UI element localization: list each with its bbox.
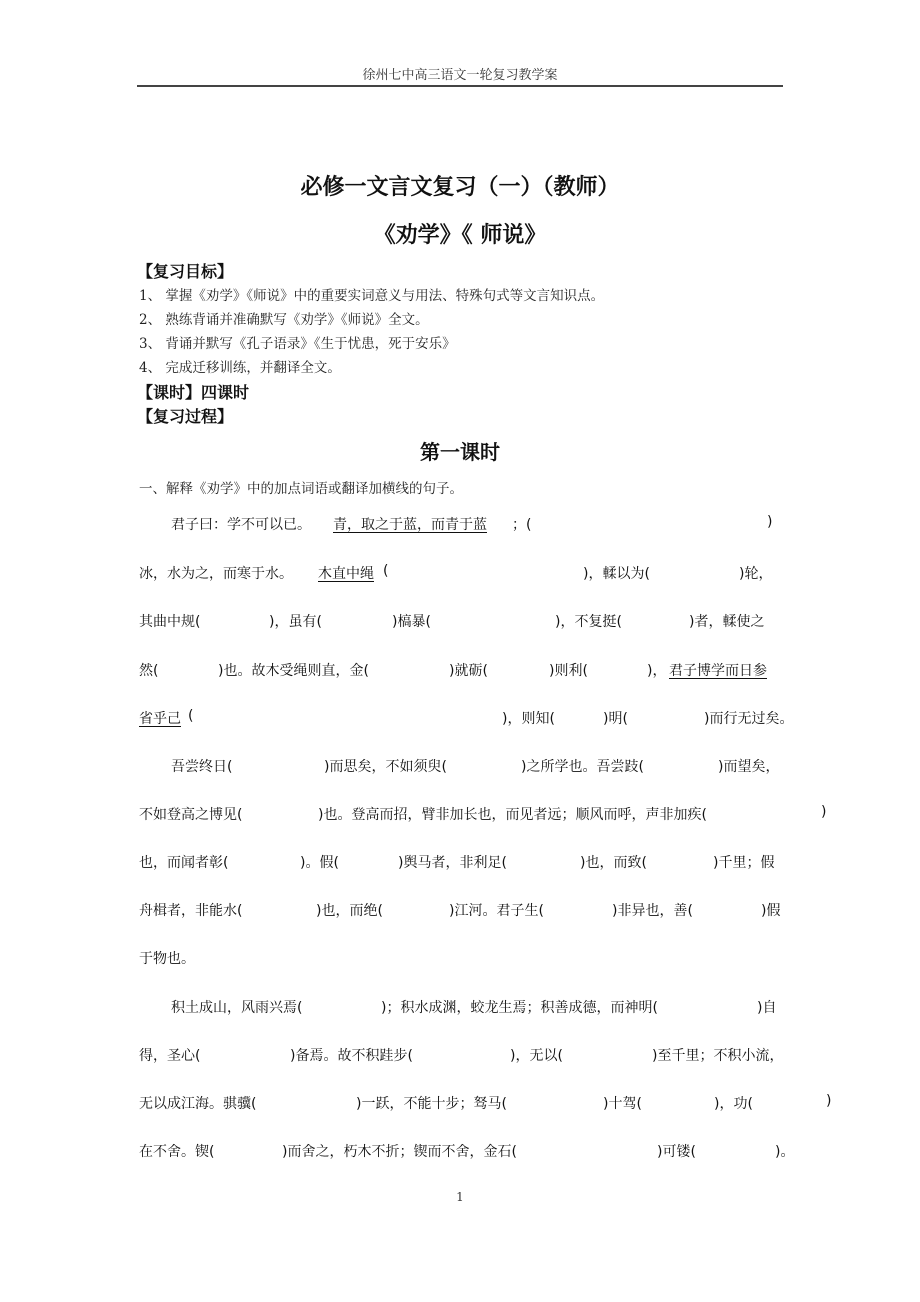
underlined-sentence: 省乎己: [139, 711, 181, 727]
text-segment: )自: [757, 1000, 777, 1016]
text-segment: 吾尝终日(: [171, 759, 233, 775]
text-segment: )槁暴(: [392, 614, 431, 630]
text-segment: 君子曰：学不可以已。: [171, 517, 311, 533]
text-segment: ): [821, 804, 827, 820]
text-segment: 冰，水为之，而寒于水。: [139, 566, 293, 582]
main-title: 必修一文言文复习（一）（教师）: [300, 175, 620, 200]
text-segment: )也。登高而招，臂非加长也，而见者远；顺风而呼，声非加疾(: [318, 807, 707, 823]
exercise-instruction: 一、解释《劝学》中的加点词语或翻译加横线的句子。: [139, 481, 463, 497]
text-segment: )备焉。故不积跬步(: [290, 1048, 413, 1064]
text-segment: )，则知(: [502, 711, 555, 727]
text-segment: 无以成江海。骐骥(: [139, 1096, 257, 1112]
goal-item-3: 3、 背诵并默写《孔子语录》《生于忧患，死于安乐》: [139, 336, 456, 352]
text-segment: )江河。君子生(: [449, 903, 544, 919]
text-segment: )也，而绝(: [316, 903, 383, 919]
text-segment: ): [767, 514, 773, 530]
text-segment: 其曲中规(: [139, 614, 201, 630]
text-segment: )。假(: [300, 855, 339, 871]
text-segment: ；(: [512, 517, 532, 533]
text-segment: )千里；假: [713, 855, 775, 871]
text-segment: 于物也。: [139, 951, 195, 967]
process-heading: 【复习过程】: [137, 407, 234, 426]
text-segment: ): [826, 1093, 832, 1109]
text-segment: )可镂(: [657, 1144, 696, 1160]
text-segment: )而望矣，: [718, 759, 780, 775]
text-segment: 在不舍。锲(: [139, 1144, 215, 1160]
text-segment: 积土成山，风雨兴焉(: [171, 1000, 303, 1016]
sub-title: 《劝学》《 师说》: [373, 223, 547, 248]
text-segment: (: [188, 708, 194, 724]
text-segment: 不如登高之博见(: [139, 807, 243, 823]
text-segment: )，功(: [714, 1096, 753, 1112]
text-segment: 也，而闻者彰(: [139, 855, 229, 871]
text-segment: )至千里；不积小流，: [652, 1048, 784, 1064]
text-segment: )而行无过矣。: [704, 711, 794, 727]
text-segment: 然(: [139, 663, 159, 679]
text-segment: )，无以(: [510, 1048, 563, 1064]
text-segment: )非异也，善(: [612, 903, 693, 919]
goal-item-2: 2、 熟练背诵并准确默写《劝学》《师说》全文。: [139, 312, 429, 328]
lesson-hours: 【课时】四课时: [137, 383, 250, 402]
text-segment: )之所学也。吾尝跂(: [521, 759, 644, 775]
text-segment: )明(: [603, 711, 628, 727]
text-segment: )，: [647, 663, 667, 679]
text-segment: )则利(: [549, 663, 588, 679]
text-segment: )十驾(: [603, 1096, 642, 1112]
text-segment: (: [383, 563, 389, 579]
text-segment: 得，圣心(: [139, 1048, 201, 1064]
text-segment: )就砺(: [449, 663, 488, 679]
goals-heading: 【复习目标】: [137, 262, 234, 281]
text-segment: )，虽有(: [269, 614, 322, 630]
text-segment: )。: [775, 1144, 795, 1160]
lesson-title: 第一课时: [420, 440, 500, 464]
goal-item-1: 1、 掌握《劝学》《师说》中的重要实词意义与用法、特殊句式等文言知识点。: [139, 288, 605, 304]
running-header: 徐州七中高三语文一轮复习教学案: [362, 68, 558, 83]
text-segment: )舆马者，非利足(: [398, 855, 507, 871]
text-segment: 舟楫者，非能水(: [139, 903, 243, 919]
underlined-sentence: 木直中绳: [318, 566, 374, 582]
text-segment: )，輮以为(: [583, 566, 650, 582]
underlined-sentence: 君子博学而日参: [669, 663, 767, 679]
header-rule: [137, 85, 783, 87]
page-number: 1: [456, 1190, 464, 1204]
text-segment: )一跃，不能十步；驽马(: [356, 1096, 507, 1112]
text-segment: )假: [761, 903, 781, 919]
text-segment: )；积水成渊，蛟龙生焉；积善成德，而神明(: [381, 1000, 658, 1016]
text-segment: )也，而致(: [580, 855, 647, 871]
text-segment: )轮，: [739, 566, 773, 582]
text-segment: )也。故木受绳则直，金(: [218, 663, 369, 679]
underlined-sentence: 青，取之于蓝，而青于蓝: [333, 517, 487, 533]
text-segment: )而思矣，不如须臾(: [324, 759, 447, 775]
text-segment: )，不复挺(: [555, 614, 622, 630]
text-segment: )者，輮使之: [689, 614, 765, 630]
text-segment: )而舍之，朽木不折；锲而不舍，金石(: [282, 1144, 517, 1160]
goal-item-4: 4、 完成迁移训练，并翻译全文。: [139, 360, 341, 376]
